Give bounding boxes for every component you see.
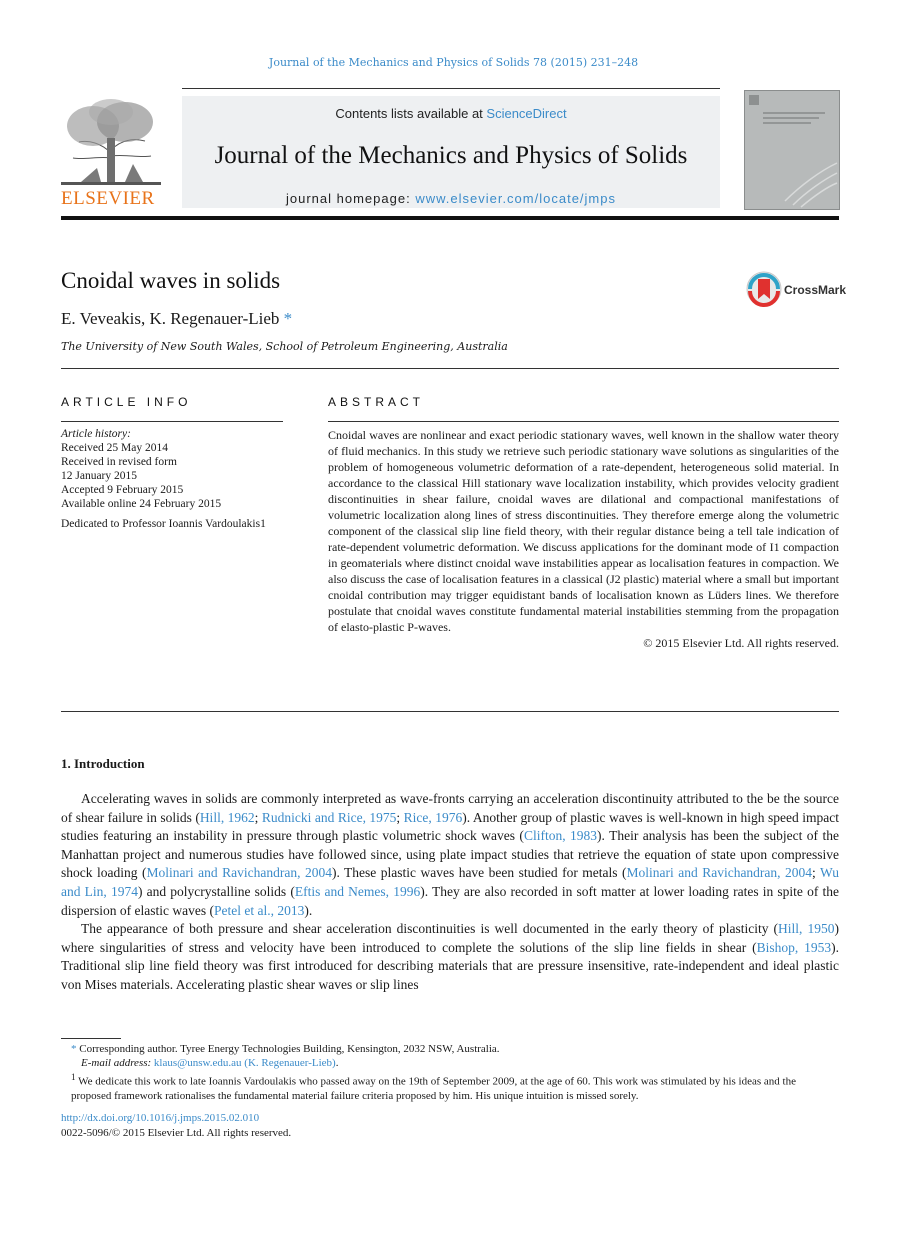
text-run: ) and polycrystalline solids (	[137, 883, 295, 899]
text-run: ). Traditional slip line field theory was first introduced for describing materials that are pressure insensitive, rate-independent and ideal plastic von Mises materials. Accelerating plastic shear waves or slip lines	[61, 939, 839, 992]
header-divider	[61, 216, 839, 220]
footnote-corresponding	[61, 1042, 839, 1056]
text-run: ). Their analysis has been the subject of the Manhattan project and numerous studies have followed since, using plate impact studies that retrieve the equation of state upon compressive shock loading (	[61, 828, 839, 881]
footnote-text: Corresponding author. Tyree Energy Technologies Building, Kensington, 2032 NSW, Australia.	[76, 1043, 500, 1055]
citation-link[interactable]: Hill, 1950	[778, 921, 835, 937]
section-heading-introduction: 1. Introduction	[61, 756, 145, 771]
abstract-copyright: © 2015 Elsevier Ltd. All rights reserved.	[643, 636, 839, 650]
journal-title: Journal of the Mechanics and Physics of Solids	[214, 142, 688, 169]
paragraph	[61, 920, 839, 994]
text-run: ;	[812, 865, 821, 881]
running-head[interactable]: Journal of the Mechanics and Physics of Solids 78 (2015) 231–248	[268, 56, 639, 69]
citation-link[interactable]: Molinari and Ravichandran, 2004	[626, 865, 813, 881]
article-info	[61, 427, 283, 531]
footnotes	[61, 1042, 839, 1103]
email-tail: .	[335, 1057, 339, 1069]
article-title: Cnoidal waves in solids	[61, 268, 281, 293]
footnote-mark[interactable]: *	[71, 1043, 77, 1055]
text-run: ).	[304, 902, 313, 918]
text-run: ). They are also recorded in soft matter at lower loading rates in spite of the dispersion of elastic waves (	[61, 883, 839, 918]
abstract-heading: ABSTRACT	[328, 395, 425, 409]
citation-link[interactable]: Bishop, 1953	[756, 939, 832, 955]
affiliation: The University of New South Wales, School of Petroleum Engineering, Australia	[61, 340, 508, 353]
citation-link[interactable]: Hill, 1962	[199, 809, 255, 825]
masthead-rule	[182, 88, 720, 89]
journal-masthead	[61, 88, 839, 212]
text-run: ;	[396, 809, 404, 825]
article-info-heading: ARTICLE INFO	[61, 395, 192, 409]
citation-link[interactable]: Rudnicki and Rice, 1975	[261, 809, 397, 825]
publisher-logo-text: ELSEVIER	[61, 188, 155, 209]
text-run: ) where singularities of stress and velocity have been introduced to complete the solutions of the slip line fields in shear (	[61, 921, 839, 955]
citation-link[interactable]: Wu and Lin, 1974	[61, 865, 839, 899]
article-info-rule	[61, 421, 283, 422]
history-item: 12 January 2015	[61, 470, 138, 482]
history-item: Received in revised form	[61, 456, 177, 468]
paragraph	[61, 790, 839, 920]
text-run: The appearance of both pressure and shear acceleration discontinuities is well documented in the early theory of plasticity (	[81, 921, 779, 937]
abstract-rule	[328, 421, 839, 422]
abstract	[328, 427, 839, 651]
introduction-body	[61, 790, 839, 995]
footnote-mark: 1	[71, 1072, 76, 1082]
homepage-prefix: journal homepage:	[286, 191, 416, 206]
history-item: Received 25 May 2014	[61, 442, 168, 454]
text-run: ). Another group of plastic waves is well-known in high speed impact studies featuring an instability in pressure through plastic volumetric shock waves (	[61, 809, 839, 844]
sciencedirect-link[interactable]: ScienceDirect	[486, 106, 567, 121]
text-run: ). These plastic waves have been studied for metals (	[331, 865, 627, 881]
history-item: Available online 24 February 2015	[61, 498, 222, 510]
footnote-rule	[61, 1038, 121, 1039]
authors	[61, 309, 292, 329]
crossmark-label: CrossMark	[784, 283, 847, 297]
doi-link[interactable]: http://dx.doi.org/10.1016/j.jmps.2015.02.010	[61, 1112, 260, 1124]
citation-link[interactable]: Rice, 1976	[403, 809, 463, 825]
citation-link[interactable]: Molinari and Ravichandran, 2004	[146, 865, 332, 881]
citation-link[interactable]: Petel et al., 2013	[213, 902, 305, 918]
citation-link[interactable]: Eftis and Nemes, 1996	[294, 883, 421, 899]
masthead-center	[182, 96, 720, 208]
abstract-text: Cnoidal waves are nonlinear and exact periodic stationary waves, well known in the shallow water theory of fluid mechanics. In this study we retrieve such periodic stationary wave solutions as singularities of the problem of homogeneous volumetric deformation of a rate-dependent, heterogeneous solid material. In accordance to the classical Hill stationary wave localization instability, which provides velocity gradient discontinuities in shear failure, cnoidal waves are dilational and compactional manifestations of volumetric localization along lines of stress discontinuities. They therefore emerge along the volumetric component of the classical slip line field theory, with their regular distance being a tell tale indication of rate-dependent volumetric deformation. We discuss applications for the dominant mode of I1 compaction in geomaterials where distinct cnoidal wave instabilities appear as localisation features in compaction. We also discuss the case of localisation features in a classical (J2 plastic) material where a small but important cnoidal contribution may trigger equidistant bands of localisation known as Lüders lines. We therefore postulate that cnoidal waves constitute fundamental material instabilities stemming from the propagation of elasto-plastic P-waves.	[328, 428, 839, 634]
citation-link[interactable]: Clifton, 1983	[523, 828, 598, 844]
elsevier-tree-icon	[61, 98, 161, 210]
homepage-line	[182, 191, 720, 206]
crossmark-icon	[746, 270, 786, 310]
issn-line: 0022-5096/© 2015 Elsevier Ltd. All rights reserved.	[61, 1127, 292, 1139]
author-names: E. Veveakis, K. Regenauer-Lieb	[61, 309, 280, 328]
email-label: E-mail address:	[81, 1057, 154, 1069]
dedication: Dedicated to Professor Ioannis Vardoulakis1	[61, 518, 266, 530]
corresponding-author-mark[interactable]: *	[279, 309, 293, 328]
journal-cover-thumbnail	[744, 90, 840, 210]
email-link[interactable]: klaus@unsw.edu.au (K. Regenauer-Lieb)	[153, 1057, 336, 1069]
abstract-divider	[61, 711, 839, 712]
history-label: Article history:	[61, 428, 131, 440]
text-run: Accelerating waves in solids are commonly interpreted as wave-fronts carrying an acceleration discontinuity attributed to the be the source of shear failure in solids (	[61, 791, 839, 825]
history-item: Accepted 9 February 2015	[61, 484, 184, 496]
text-run: ;	[254, 809, 262, 825]
affiliation-divider	[61, 368, 839, 369]
doi-block	[61, 1111, 291, 1141]
contents-line	[182, 106, 720, 121]
footnote-dedication	[61, 1070, 839, 1103]
homepage-link[interactable]: www.elsevier.com/locate/jmps	[415, 191, 616, 206]
footnote-text: We dedicate this work to late Ioannis Vardoulakis who passed away on the 19th of September 2009, at the age of 60. This work was stimulated by his ideas and the proposed framework rationalises the fundamental material failure criteria proposed by him. His unique intuition is missed sorely.	[71, 1075, 796, 1102]
crossmark-badge[interactable]	[746, 270, 847, 310]
contents-prefix: Contents lists available at	[335, 106, 487, 121]
footnote-email	[61, 1056, 839, 1070]
